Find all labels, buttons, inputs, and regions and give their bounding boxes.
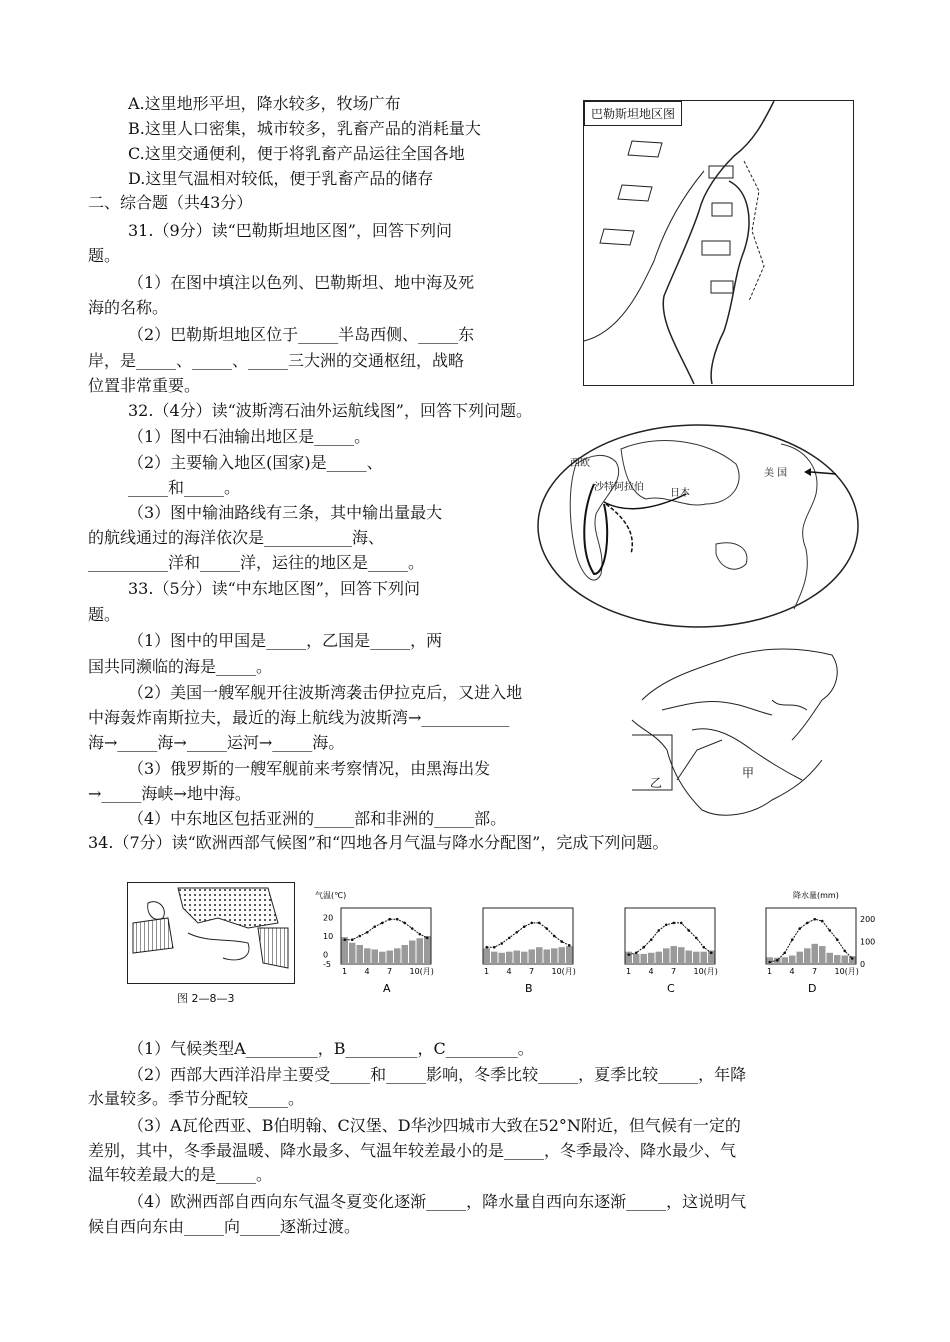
temp-tick: 20 [323, 913, 334, 923]
chart-name-C: C [667, 982, 675, 995]
temp-tick: -5 [323, 960, 331, 969]
q30-option-a: A.这里地形平坦，降水较多，牧场广布 [128, 94, 401, 113]
temp-point [650, 938, 653, 941]
temp-point [665, 924, 668, 927]
month-tick: 1 [626, 967, 632, 976]
precip-bar [536, 947, 543, 964]
precip-bar [551, 948, 558, 964]
precip-bar [349, 943, 356, 964]
temp-point [351, 938, 354, 941]
month-tick: 4 [789, 967, 795, 976]
precip-bar [402, 945, 409, 964]
precip-bar [506, 952, 513, 964]
precip-bar [812, 944, 819, 964]
q33-part2: （2）美国一艘军舰开往波斯湾袭击伊拉克后，又进入地 [128, 683, 523, 702]
q34-part3-cont: 差别，其中，冬季最温暖、降水最多、气温年较差最小的是_____，冬季最冷、降水最少、气 [88, 1141, 737, 1160]
label-saudi-arabia: 沙特阿拉伯 [594, 482, 644, 493]
label-west-europe: 西欧 [570, 458, 590, 469]
precip-bar [521, 952, 528, 964]
temp-point [373, 925, 376, 928]
q32-stem: 32.（4分）读“波斯湾石油外运航线图”，回答下列问题。 [128, 401, 532, 420]
q32-part2: （2）主要输入地区(国家)是_____、 [128, 453, 383, 472]
precip-bar [782, 957, 789, 964]
temp-point [508, 937, 511, 940]
month-tick: 10(月) [693, 967, 718, 976]
temp-point [530, 922, 533, 925]
precip-bar [499, 953, 506, 964]
temp-point [702, 946, 705, 949]
precip-bar [491, 952, 498, 964]
q32-part3: （3）图中输油路线有三条，其中输出量最大 [128, 503, 443, 522]
q34-part4-cont: 候自西向东由_____向_____逐渐过渡。 [88, 1217, 361, 1236]
precip-bar [372, 949, 379, 964]
precip-bar [633, 954, 640, 964]
q31-part2-cont: 岸，是_____、_____、_____三大洲的交通枢纽，战略 [88, 351, 465, 370]
q34-part4: （4）欧洲西部自西向东气温冬夏变化逐渐_____，降水量自西向东逐渐_____，这说明气 [128, 1192, 747, 1211]
q31-stem-cont: 题。 [88, 246, 121, 265]
precip-bar [701, 952, 708, 964]
temp-point [627, 953, 630, 956]
climate-charts [315, 886, 875, 1006]
q33-part2-end: 海→_____海→_____运河→_____海。 [88, 733, 345, 752]
figure-caption: 图 2—8—3 [177, 992, 235, 1005]
q31-stem: 31.（9分）读“巴勒斯坦地区图”，回答下列问 [128, 221, 452, 240]
month-tick: 7 [671, 967, 677, 976]
palestine-map-drawing [584, 101, 853, 385]
temp-point [695, 937, 698, 940]
precip-axis-title: 降水量(mm) [793, 891, 839, 900]
precip-bar [357, 945, 364, 964]
temp-point [635, 952, 638, 955]
temp-point [545, 927, 548, 930]
month-tick: 7 [387, 967, 393, 976]
precip-bar [789, 955, 796, 964]
month-tick: 10(月) [834, 967, 859, 976]
precip-bar [559, 947, 566, 964]
q33-part4: （4）中东地区包括亚洲的_____部和非洲的_____部。 [128, 809, 507, 828]
precip-bar [529, 949, 536, 964]
precip-tick: 200 [860, 915, 876, 925]
label-usa: 美 国 [764, 468, 788, 479]
precip-bar [819, 946, 826, 964]
label-jia: 甲 [742, 766, 755, 780]
q33-part1-cont: 国共同濒临的海是_____。 [88, 657, 273, 676]
precip-bar [842, 955, 849, 964]
q33-part3-cont: →_____海峡→地中海。 [88, 784, 251, 803]
temp-point [493, 946, 496, 949]
temp-point [538, 922, 541, 925]
precip-bar [566, 946, 573, 964]
temp-point [776, 959, 779, 962]
q33-part3: （3）俄罗斯的一艘军舰前来考察情况，由黑海出发 [128, 759, 491, 778]
middle-east-map-drawing [632, 640, 852, 822]
month-tick: 1 [767, 967, 773, 976]
q34-part3-end: 温年较差最大的是_____。 [88, 1165, 273, 1184]
chart-name-A: A [383, 982, 391, 995]
month-tick: 7 [529, 967, 535, 976]
month-tick: 4 [506, 967, 512, 976]
temp-tick: 10 [323, 932, 334, 941]
temp-point [806, 922, 809, 925]
q30-option-d: D.这里气温相对较低，便于乳畜产品的储存 [128, 169, 434, 188]
precip-bar [394, 948, 401, 964]
chart-name-B: B [525, 982, 533, 995]
temp-point [366, 931, 369, 934]
temp-point [500, 942, 503, 945]
precip-bar [797, 952, 804, 964]
precip-tick: 100 [860, 937, 876, 947]
temp-point [710, 952, 713, 955]
q34-stem: 34.（7分）读“欧洲西部气候图”和“四地各月气温与降水分配图”，完成下列问题。 [88, 833, 669, 852]
section-heading: 二、综合题（共43分） [88, 193, 253, 212]
temp-point [485, 946, 488, 949]
palestine-map-title: 巴勒斯坦地区图 [584, 101, 682, 126]
precip-bar [656, 952, 663, 964]
q34-part1: （1）气候类型A_________，B_________，C_________。 [128, 1039, 534, 1058]
month-tick: 7 [812, 967, 818, 976]
q31-part1-cont: 海的名称。 [88, 298, 169, 317]
month-tick: 10(月) [551, 967, 576, 976]
q32-part1: （1）图中石油输出地区是_____。 [128, 427, 371, 446]
temp-point [411, 927, 414, 930]
month-tick: 4 [648, 967, 654, 976]
precip-bar [641, 954, 648, 964]
q32-part2-cont: _____和_____。 [128, 478, 241, 497]
precip-bar [484, 948, 491, 964]
precip-tick: 0 [860, 960, 866, 969]
precip-bar [409, 940, 416, 964]
temp-point [343, 938, 346, 941]
temp-point [680, 922, 683, 925]
temp-tick: 0 [323, 950, 329, 960]
europe-climate-map [127, 882, 295, 984]
q31-part2: （2）巴勒斯坦地区位于_____半岛西侧、_____东 [128, 325, 475, 344]
q34-part3: （3）A瓦伦西亚、B伯明翰、C汉堡、D华沙四城市大致在52°N附近，但气候有一定的 [128, 1116, 741, 1135]
q32-part3-cont: 的航线通过的海洋依次是___________海、 [88, 528, 385, 547]
label-yi: 乙 [650, 776, 663, 790]
precip-bar [663, 948, 670, 964]
precip-bar [379, 952, 386, 964]
temp-point [657, 929, 660, 932]
precip-bar [424, 936, 431, 964]
temp-point [388, 918, 391, 921]
precip-bar [342, 937, 349, 964]
month-tick: 1 [484, 967, 490, 976]
precip-bar [693, 952, 700, 964]
temp-axis-title: 气温(℃) [315, 891, 347, 900]
precip-bar [387, 951, 394, 964]
oil-route-map [536, 424, 861, 629]
temp-point [851, 957, 854, 960]
q30-option-b: B.这里人口密集，城市较多，乳畜产品的消耗量大 [128, 119, 481, 138]
temp-point [426, 937, 429, 940]
temp-point [396, 918, 399, 921]
temp-point [553, 935, 556, 938]
temp-point [768, 961, 771, 964]
temp-point [821, 920, 824, 923]
europe-climate-map-drawing [128, 883, 294, 983]
q33-stem-cont: 题。 [88, 605, 121, 624]
palestine-map [583, 100, 854, 386]
q33-part1: （1）图中的甲国是_____，乙国是_____，两 [128, 631, 443, 650]
month-tick: 4 [364, 967, 370, 976]
temp-point [798, 927, 801, 930]
chart-name-D: D [808, 982, 817, 995]
temp-point [523, 925, 526, 928]
precip-bar [648, 953, 655, 964]
temp-point [515, 931, 518, 934]
q32-part3-end: __________洋和_____洋，运往的地区是_____。 [88, 553, 425, 572]
temp-point [642, 946, 645, 949]
precip-bar [686, 951, 693, 964]
temp-point [381, 922, 384, 925]
temp-point [418, 933, 421, 936]
precip-bar [417, 938, 424, 964]
temp-point [403, 922, 406, 925]
temp-point [828, 929, 831, 932]
precip-bar [514, 951, 521, 964]
temp-point [568, 944, 571, 947]
precip-bar [804, 948, 811, 964]
temp-point [836, 938, 839, 941]
temp-point [791, 938, 794, 941]
temp-point [687, 929, 690, 932]
precip-bar [671, 946, 678, 964]
precip-bar [364, 948, 371, 964]
middle-east-map [632, 640, 852, 822]
precip-bar [834, 955, 841, 964]
precip-bar [678, 947, 685, 964]
temp-point [813, 918, 816, 921]
month-tick: 10(月) [409, 967, 434, 976]
q34-part2-cont: 水量较多。季节分配较_____。 [88, 1089, 305, 1108]
q34-part2: （2）西部大西洋沿岸主要受_____和_____影响，冬季比较_____，夏季比较_____，年降 [128, 1065, 747, 1084]
q33-stem: 33.（5分）读“中东地区图”，回答下列问 [128, 579, 420, 598]
month-tick: 1 [342, 967, 348, 976]
precip-bar [827, 953, 834, 964]
q33-part2-cont: 中海轰炸南斯拉夫，最近的海上航线为波斯湾→___________ [88, 708, 510, 727]
temp-point [672, 922, 675, 925]
temp-point [560, 940, 563, 943]
precip-bar [544, 949, 551, 964]
temp-point [843, 950, 846, 953]
q31-part1: （1）在图中填注以色列、巴勒斯坦、地中海及死 [128, 273, 475, 292]
temp-point [783, 952, 786, 955]
q30-option-c: C.这里交通便利，便于将乳畜产品运往全国各地 [128, 144, 465, 163]
temp-point [358, 935, 361, 938]
q31-part2-end: 位置非常重要。 [88, 376, 201, 395]
label-japan: 日本 [670, 488, 690, 499]
